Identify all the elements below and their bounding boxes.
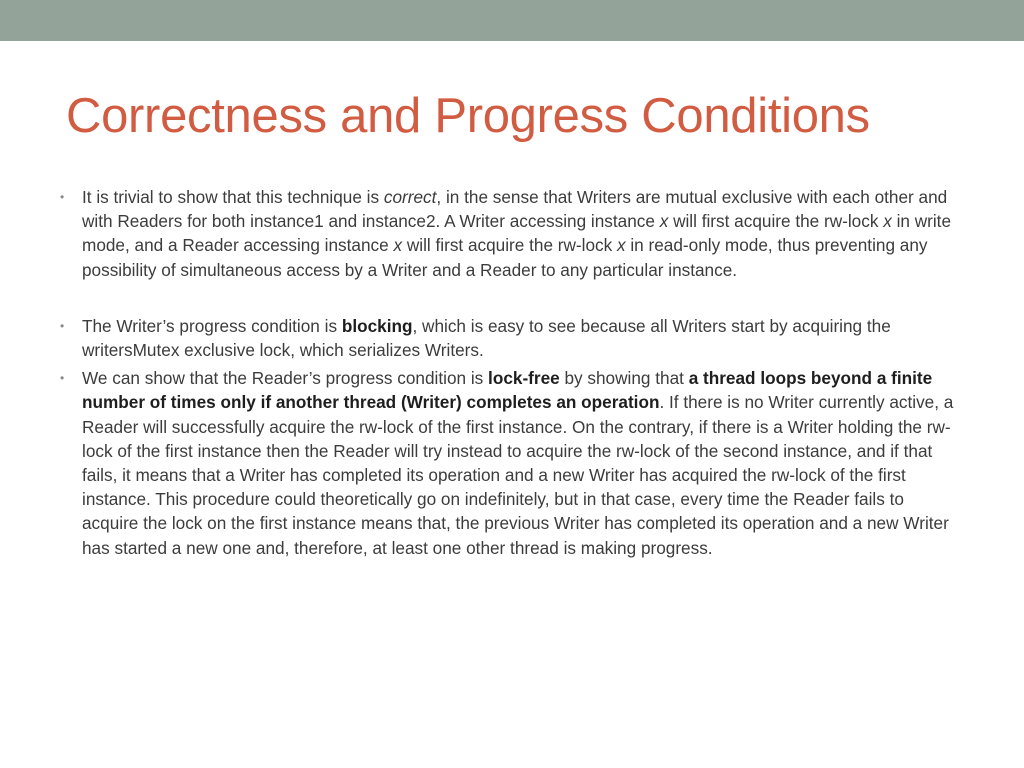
bullet-dot-icon: •: [60, 318, 65, 333]
bullet-dot-icon: •: [60, 371, 65, 386]
bullet-dot-icon: •: [60, 190, 65, 204]
slide-title: Correctness and Progress Conditions: [66, 89, 870, 143]
bullet-reader-progress: • We can show that the Reader’s progress condition is lock-free by showing that a thread loops beyond a finite number of times only if another thread (Writer) completes an operation. If there is no Writer currently active, a Reader will successfully acquire the rw-lock of the first instance. On the contrary, if there is a Writer holding the rw-lock of the first instance then the Reader will try instead to acquire the rw-lock of the second instance, and if that fails, it means that a Writer has completed its operation and a new Writer has acquired the rw-lock of the first instance. This procedure could theoretically go on indefinitely, but in that case, every time the Reader fails to acquire the lock on the first instance means that, the previous Writer has completed its operation and a new Writer has started a new one and, therefore, at least one other thread is making progress.: [60, 368, 954, 558]
bullet-correctness: • It is trivial to show that this technique is correct, in the sense that Writers are mutual exclusive with each other and with Readers for both instance1 and instance2. A Writer accessing instance x will first acquire the rw-lock x in write mode, and a Reader accessing instance x will first acquire the rw-lock x in read-only mode, thus preventing any possibility of simultaneous access by a Writer and a Reader to any particular instance.: [60, 187, 952, 280]
header-bar: [0, 0, 1024, 41]
bullet-writer-progress: • The Writer’s progress condition is blocking, which is easy to see because all Writers start by acquiring the writersMutex exclusive lock, which serializes Writers.: [60, 315, 891, 361]
bullet-list: [60, 185, 965, 560]
